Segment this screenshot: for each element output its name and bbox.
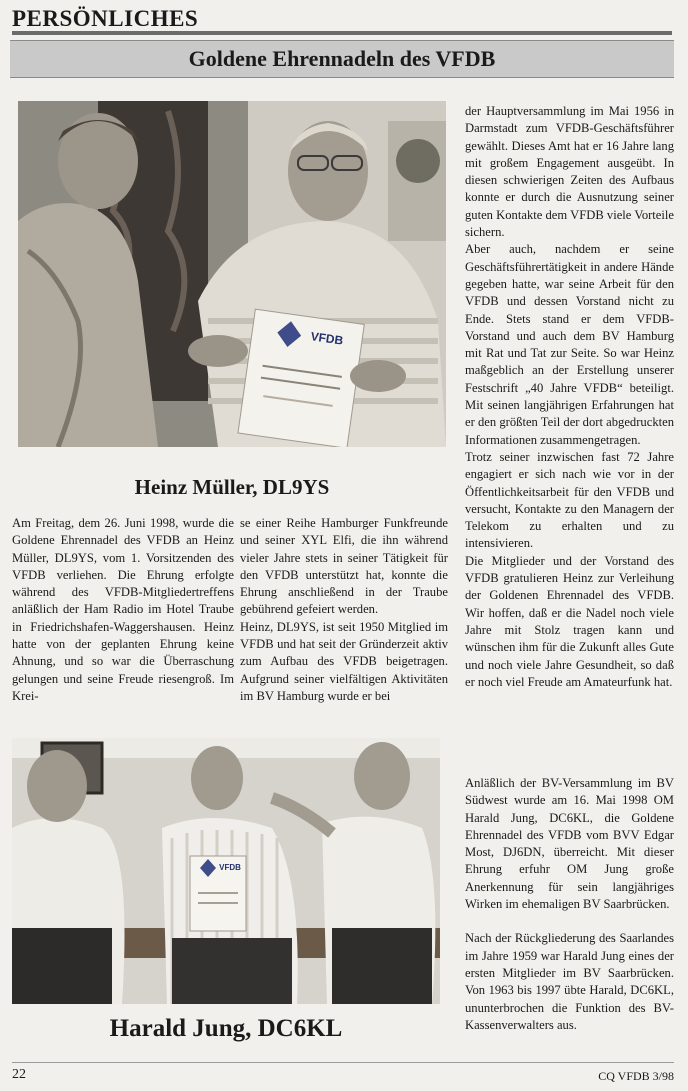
certificate-title-1: VFDB <box>309 329 345 348</box>
article1-column-3 <box>465 103 674 691</box>
article1-col1-text: Am Freitag, dem 26. Juni 1998, wurde die Goldene Ehrennadel des VFDB an Heinz Müller, DL9YS, vom 1. Vorsitzenden des VFDB verliehen. Die Ehrung erfolgte während des VFDB-Mitgliedertreffens anläßlich der Ham Radio im Hotel Traube in Friedrichshafen-Waggershausen. Heinz hatte von der geplanten Ehrung keine Ahnung, und so war die Überraschung gelungen und seine Freude riesengroß. Im Krei- <box>12 516 234 703</box>
article1-col3-p2: Aber auch, nachdem er seine Geschäftsführertätigkeit in andere Hände gegeben hatte, war seine Arbeit für den VFDB und dessen Vorstand nicht zu Ende. Stets stand er dem VFDB-Vorstand und auch dem BV Hamburg mit Rat und Tat zur Seite. So war Heinz maßgeblich an der Erstellung unserer Festschrift „40 Jahre VFDB“ beteiligt. Mit seinen langjährigen Erfahrungen hat er den größten Teil der dort abgedruckten Informationen zusammengetragen. <box>465 242 674 447</box>
photo-heinz-mueller <box>18 101 446 447</box>
footer-rule <box>12 1062 674 1063</box>
article1-column-2 <box>240 515 448 705</box>
section-label: PERSÖNLICHES <box>12 6 199 31</box>
issue-label: CQ VFDB 3/98 <box>598 1069 674 1083</box>
article2-p1: Anläßlich der BV-Versammlung im BV Südwest wurde am 16. Mai 1998 OM Harald Jung, DC6KL, die Goldene Ehrennadel des VFDB vom BVV Edgar Most, DJ6DN, überreicht. Mit dieser Ehrung erfuhr OM Jung große Anerkennung für sein langjähriges Wirken im ehemaligen BV Saarbrücken. <box>465 776 674 912</box>
header-rule <box>12 31 672 35</box>
article-title: Goldene Ehrennadeln des VFDB <box>10 40 674 78</box>
article2-p2: Nach der Rückgliederung des Saarlandes im Jahre 1959 war Harald Jung eines der ersten Mitglieder im BV Saarbrücken. Von 1963 bis 1997 übte Harald, DC6KL, ununterbrochen die Funktion des BV-Kassenverwalters aus. <box>465 931 674 1032</box>
caption-heinz-mueller: Heinz Müller, DL9YS <box>134 475 330 499</box>
caption-harald-jung: Harald Jung, DC6KL <box>109 1015 343 1042</box>
article1-column-1 <box>12 515 234 705</box>
page-number: 22 <box>12 1067 26 1082</box>
article1-col2-p2: Heinz, DL9YS, ist seit 1950 Mitglied im VFDB und hat seit der Gründerzeit aktiv zum Aufbau des VFDB beigetragen. Aufgrund seiner vielfältigen Aktivitäten im BV Hamburg wurde er bei <box>240 619 448 703</box>
article1-col3-p4: Die Mitglieder und der Vorstand des VFDB gratulieren Heinz zur Verleihung der Goldenen Ehrennadel des VFDB. Wir hoffen, daß er die Nadel noch viele Jahre mit Stolz tragen kann und wünschen ihm für die Zukunft alles Gute und noch viele Jahre Gesundheit, so daß er noch viel Freude am Amateurfunk hat. <box>465 553 674 689</box>
article1-col3-p3: Trotz seiner inzwischen fast 72 Jahre engagiert er sich nach wie vor in der Öffentlichkeitsarbeit für den VFDB und versucht, Kontakte zu den Managern der Telekom zu erhalten und zu intensivieren. <box>465 449 674 551</box>
photo-harald-jung <box>12 738 440 1004</box>
certificate-title-2: VFDB <box>219 863 241 872</box>
article2-column <box>465 775 674 1034</box>
article1-col3-p1: der Hauptversammlung im Mai 1956 in Darmstadt zum VFDB-Geschäftsführer gewählt. Dieses Amt hat er 16 Jahre lang mit großem Engagement ausgeübt. In diesen schwierigen Zeiten des Aufbaus konnte er durch die Ausnutzung seiner guten Kontakte dem VFDB viele Vorteile sichern. <box>465 104 674 240</box>
article1-col2-p1: se einer Reihe Hamburger Funkfreunde und seiner XYL Elfi, die ihn während vieler Jahre stets in seiner Tätigkeit für den VFDB unterstützt hat, konnte die Ehrung anschließend in der Traube gebührend gefeiert werden. <box>240 516 448 617</box>
